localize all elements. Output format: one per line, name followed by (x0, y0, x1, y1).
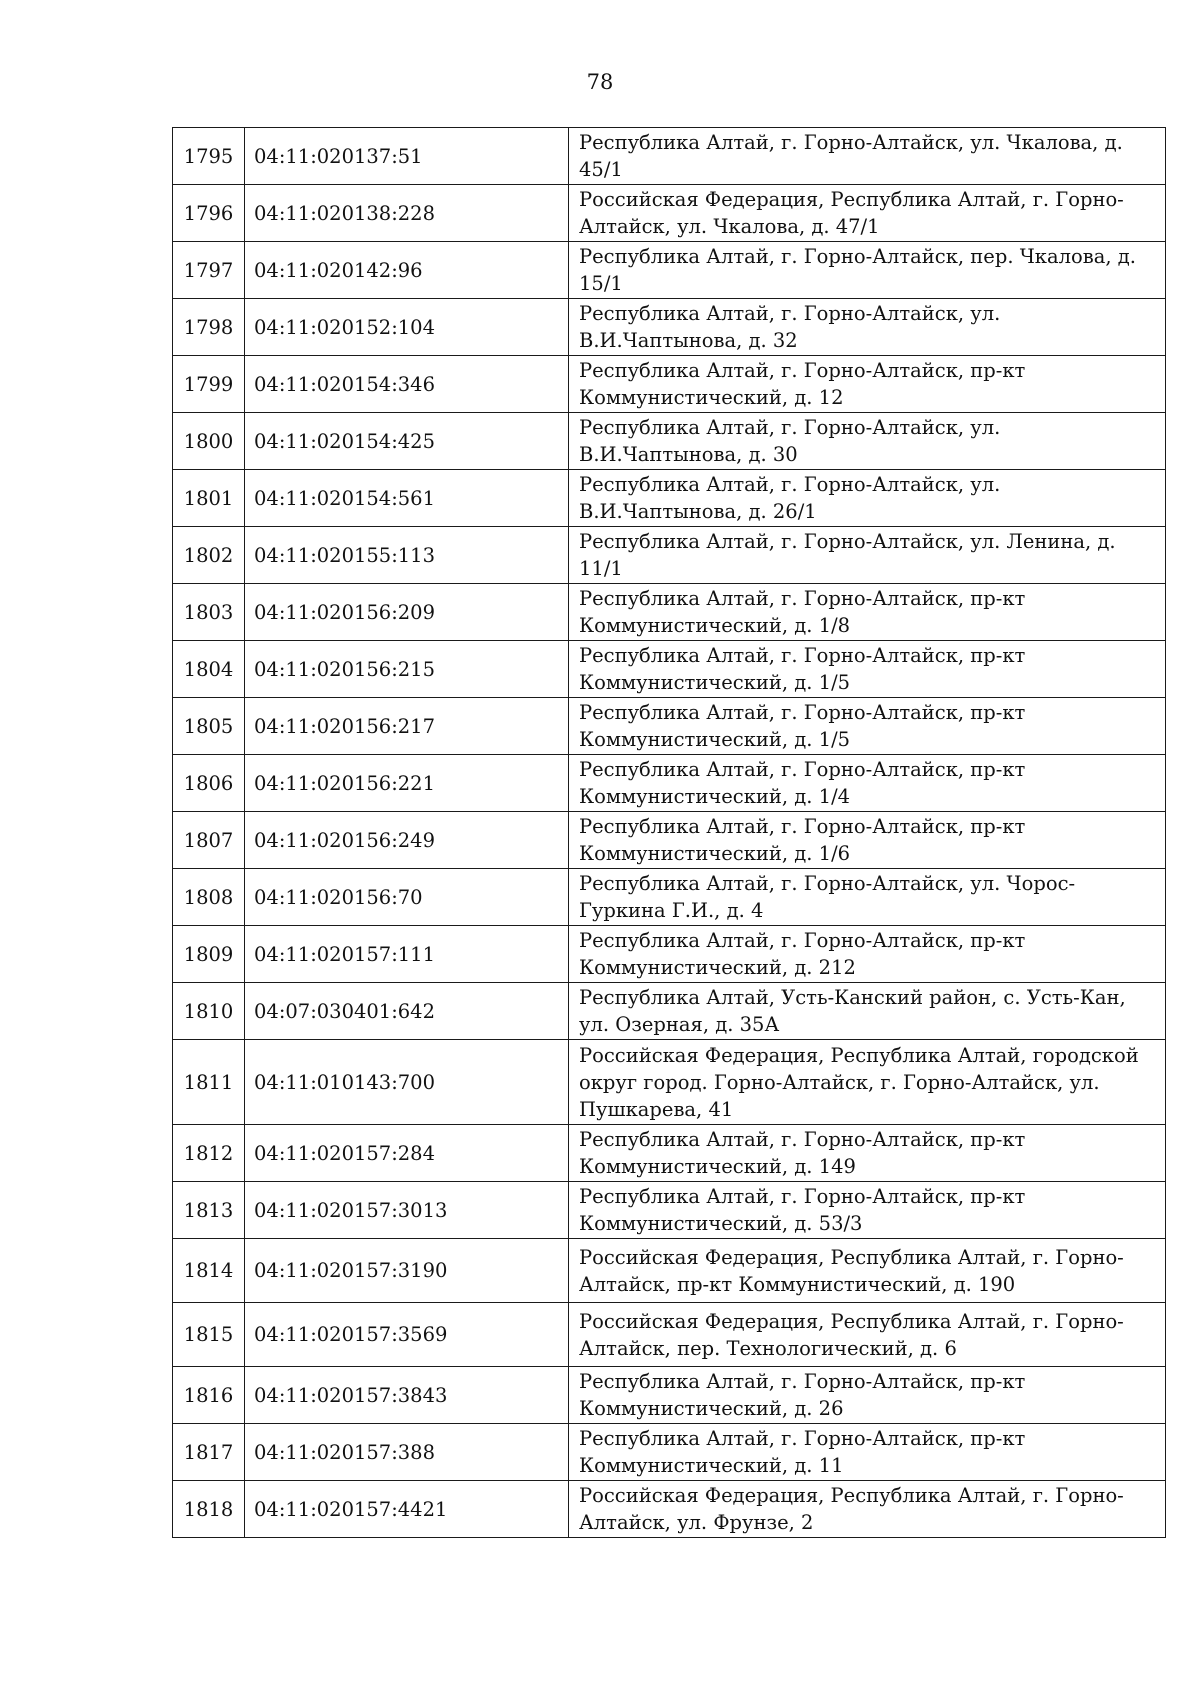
table-row (173, 527, 1166, 584)
address-cell: Российская Федерация, Республика Алтай, г. Горно-Алтайск, ул. Фрунзе, 2 (569, 1481, 1166, 1538)
property-table (172, 127, 1166, 1538)
row-number-cell: 1800 (173, 413, 245, 470)
address-cell: Республика Алтай, г. Горно-Алтайск, пр-кт Коммунистический, д. 1/6 (569, 812, 1166, 869)
address-cell: Республика Алтай, г. Горно-Алтайск, пр-кт Коммунистический, д. 53/3 (569, 1182, 1166, 1239)
cadastral-number-cell: 04:11:020157:388 (245, 1424, 569, 1481)
address-cell: Республика Алтай, Усть-Канский район, с. Усть-Кан, ул. Озерная, д. 35А (569, 983, 1166, 1040)
row-number-cell: 1807 (173, 812, 245, 869)
address-cell: Республика Алтай, г. Горно-Алтайск, ул. Чорос-Гуркина Г.И., д. 4 (569, 869, 1166, 926)
row-number-cell: 1811 (173, 1040, 245, 1125)
table-row (173, 584, 1166, 641)
table-row (173, 128, 1166, 185)
table-row (173, 812, 1166, 869)
table-row (173, 1125, 1166, 1182)
cadastral-number-cell: 04:11:020156:217 (245, 698, 569, 755)
address-cell: Республика Алтай, г. Горно-Алтайск, пр-кт Коммунистический, д. 212 (569, 926, 1166, 983)
cadastral-number-cell: 04:11:020157:3569 (245, 1303, 569, 1367)
table-row (173, 299, 1166, 356)
row-number-cell: 1817 (173, 1424, 245, 1481)
table-row (173, 1303, 1166, 1367)
table-body (173, 128, 1166, 1538)
table-row (173, 755, 1166, 812)
table-row (173, 1182, 1166, 1239)
cadastral-number-cell: 04:11:020154:425 (245, 413, 569, 470)
row-number-cell: 1798 (173, 299, 245, 356)
row-number-cell: 1808 (173, 869, 245, 926)
row-number-cell: 1809 (173, 926, 245, 983)
table-row (173, 983, 1166, 1040)
table-row (173, 1481, 1166, 1538)
row-number-cell: 1802 (173, 527, 245, 584)
row-number-cell: 1805 (173, 698, 245, 755)
row-number-cell: 1796 (173, 185, 245, 242)
row-number-cell: 1803 (173, 584, 245, 641)
cadastral-number-cell: 04:11:020142:96 (245, 242, 569, 299)
address-cell: Республика Алтай, г. Горно-Алтайск, ул. В.И.Чаптынова, д. 26/1 (569, 470, 1166, 527)
row-number-cell: 1804 (173, 641, 245, 698)
table-row (173, 413, 1166, 470)
table-row (173, 641, 1166, 698)
cadastral-number-cell: 04:11:020138:228 (245, 185, 569, 242)
table-row (173, 242, 1166, 299)
table-row (173, 1239, 1166, 1303)
cadastral-number-cell: 04:07:030401:642 (245, 983, 569, 1040)
cadastral-number-cell: 04:11:020137:51 (245, 128, 569, 185)
table-row (173, 926, 1166, 983)
table-row (173, 356, 1166, 413)
address-cell: Российская Федерация, Республика Алтай, г. Горно-Алтайск, пр-кт Коммунистический, д. 190 (569, 1239, 1166, 1303)
address-cell: Российская Федерация, Республика Алтай, городской округ город. Горно-Алтайск, г. Горно-Алтайск, ул. Пушкарева, 41 (569, 1040, 1166, 1125)
cadastral-number-cell: 04:11:020156:215 (245, 641, 569, 698)
cadastral-number-cell: 04:11:020157:111 (245, 926, 569, 983)
address-cell: Республика Алтай, г. Горно-Алтайск, пр-кт Коммунистический, д. 26 (569, 1367, 1166, 1424)
row-number-cell: 1818 (173, 1481, 245, 1538)
address-cell: Республика Алтай, г. Горно-Алтайск, ул. В.И.Чаптынова, д. 30 (569, 413, 1166, 470)
row-number-cell: 1797 (173, 242, 245, 299)
cadastral-number-cell: 04:11:020155:113 (245, 527, 569, 584)
table-row (173, 185, 1166, 242)
row-number-cell: 1814 (173, 1239, 245, 1303)
cadastral-number-cell: 04:11:020156:209 (245, 584, 569, 641)
row-number-cell: 1799 (173, 356, 245, 413)
address-cell: Республика Алтай, г. Горно-Алтайск, пр-кт Коммунистический, д. 11 (569, 1424, 1166, 1481)
row-number-cell: 1815 (173, 1303, 245, 1367)
page-number: 78 (586, 70, 614, 94)
cadastral-number-cell: 04:11:020156:221 (245, 755, 569, 812)
row-number-cell: 1795 (173, 128, 245, 185)
table-row (173, 470, 1166, 527)
cadastral-number-cell: 04:11:020157:3190 (245, 1239, 569, 1303)
table-row (173, 869, 1166, 926)
cadastral-number-cell: 04:11:020152:104 (245, 299, 569, 356)
cadastral-number-cell: 04:11:020157:284 (245, 1125, 569, 1182)
address-cell: Российская Федерация, Республика Алтай, г. Горно-Алтайск, ул. Чкалова, д. 47/1 (569, 185, 1166, 242)
row-number-cell: 1813 (173, 1182, 245, 1239)
cadastral-number-cell: 04:11:020154:561 (245, 470, 569, 527)
address-cell: Республика Алтай, г. Горно-Алтайск, пр-кт Коммунистический, д. 1/5 (569, 698, 1166, 755)
row-number-cell: 1801 (173, 470, 245, 527)
table-row (173, 1040, 1166, 1125)
address-cell: Республика Алтай, г. Горно-Алтайск, пр-кт Коммунистический, д. 1/5 (569, 641, 1166, 698)
table-row (173, 1424, 1166, 1481)
cadastral-number-cell: 04:11:020156:70 (245, 869, 569, 926)
cadastral-number-cell: 04:11:020157:4421 (245, 1481, 569, 1538)
address-cell: Республика Алтай, г. Горно-Алтайск, пр-кт Коммунистический, д. 1/8 (569, 584, 1166, 641)
row-number-cell: 1816 (173, 1367, 245, 1424)
address-cell: Республика Алтай, г. Горно-Алтайск, ул. Ленина, д. 11/1 (569, 527, 1166, 584)
cadastral-number-cell: 04:11:020157:3013 (245, 1182, 569, 1239)
address-cell: Республика Алтай, г. Горно-Алтайск, пр-кт Коммунистический, д. 149 (569, 1125, 1166, 1182)
row-number-cell: 1810 (173, 983, 245, 1040)
cadastral-number-cell: 04:11:020154:346 (245, 356, 569, 413)
table-row (173, 1367, 1166, 1424)
table-row (173, 698, 1166, 755)
row-number-cell: 1812 (173, 1125, 245, 1182)
address-cell: Республика Алтай, г. Горно-Алтайск, пер. Чкалова, д. 15/1 (569, 242, 1166, 299)
cadastral-number-cell: 04:11:010143:700 (245, 1040, 569, 1125)
address-cell: Республика Алтай, г. Горно-Алтайск, пр-кт Коммунистический, д. 12 (569, 356, 1166, 413)
address-cell: Республика Алтай, г. Горно-Алтайск, ул. Чкалова, д. 45/1 (569, 128, 1166, 185)
row-number-cell: 1806 (173, 755, 245, 812)
address-cell: Российская Федерация, Республика Алтай, г. Горно-Алтайск, пер. Технологический, д. 6 (569, 1303, 1166, 1367)
cadastral-number-cell: 04:11:020156:249 (245, 812, 569, 869)
address-cell: Республика Алтай, г. Горно-Алтайск, ул. В.И.Чаптынова, д. 32 (569, 299, 1166, 356)
address-cell: Республика Алтай, г. Горно-Алтайск, пр-кт Коммунистический, д. 1/4 (569, 755, 1166, 812)
cadastral-number-cell: 04:11:020157:3843 (245, 1367, 569, 1424)
